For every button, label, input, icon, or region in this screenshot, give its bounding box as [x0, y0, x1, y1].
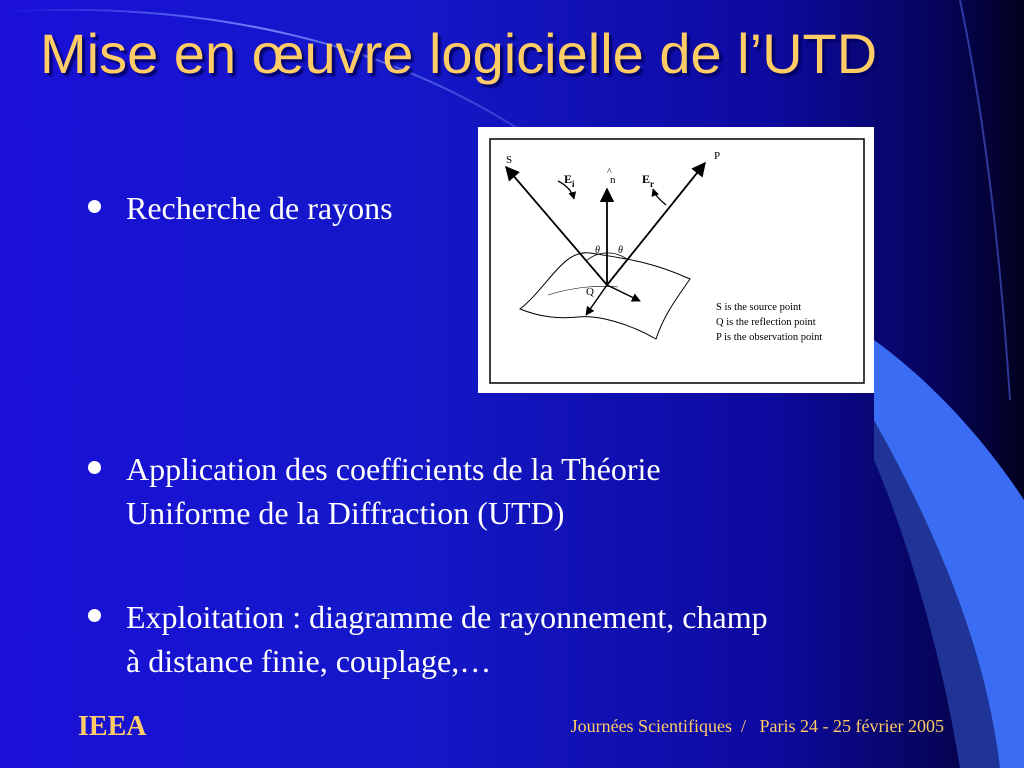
label-er — [642, 172, 654, 189]
label-n: n — [610, 174, 616, 186]
bullet-item-exploitation — [88, 595, 768, 683]
er-polarization-arrow — [653, 189, 666, 205]
footer-event-text: Journées Scientifiques / Paris 24 - 25 février 2005 — [570, 716, 944, 736]
footer-logo-text: IEEA — [78, 711, 147, 742]
bullet-line: à distance finie, couplage,… — [126, 643, 492, 679]
legend-line-source: S is the source point — [716, 302, 802, 313]
label-theta-reflected: θ — [618, 245, 623, 256]
label-ei-sub: i — [572, 179, 575, 189]
legend-line-observation: P is the observation point — [716, 332, 823, 343]
legend-line-reflection: Q is the reflection point — [716, 317, 816, 328]
bullet-line: Exploitation : diagramme de rayonnement, champ — [126, 599, 768, 635]
label-n-hat: ^ — [607, 167, 612, 178]
bullet-dot — [88, 461, 101, 474]
label-s: S — [506, 154, 513, 166]
label-p: P — [714, 150, 721, 162]
reflecting-surface — [520, 253, 690, 339]
label-ei-main: E — [564, 172, 573, 186]
bullet-item-utd-coefficients — [88, 447, 661, 535]
decoration-swoosh-line-2 — [960, 0, 1010, 400]
label-er-sub: r — [650, 179, 655, 189]
label-q: Q — [586, 286, 594, 298]
bullet-dot — [88, 200, 101, 213]
reflection-diagram — [478, 127, 874, 393]
bullet-dot — [88, 609, 101, 622]
reflection-diagram-svg — [478, 127, 874, 393]
bullet-item-ray-search — [88, 186, 393, 230]
slide-title: Mise en œuvre logicielle de l’UTD — [40, 22, 878, 85]
bullet-text — [126, 447, 661, 535]
label-theta-incident: θ — [595, 245, 600, 256]
bullet-text — [126, 595, 768, 683]
label-er-main: E — [642, 172, 651, 186]
bullet-text — [126, 186, 393, 230]
bullet-line: Recherche de rayons — [126, 190, 393, 226]
incident-ray — [506, 167, 607, 285]
diagram-frame — [490, 139, 864, 383]
bullet-line: Uniforme de la Diffraction (UTD) — [126, 495, 565, 531]
bullet-line: Application des coefficients de la Théorie — [126, 451, 661, 487]
